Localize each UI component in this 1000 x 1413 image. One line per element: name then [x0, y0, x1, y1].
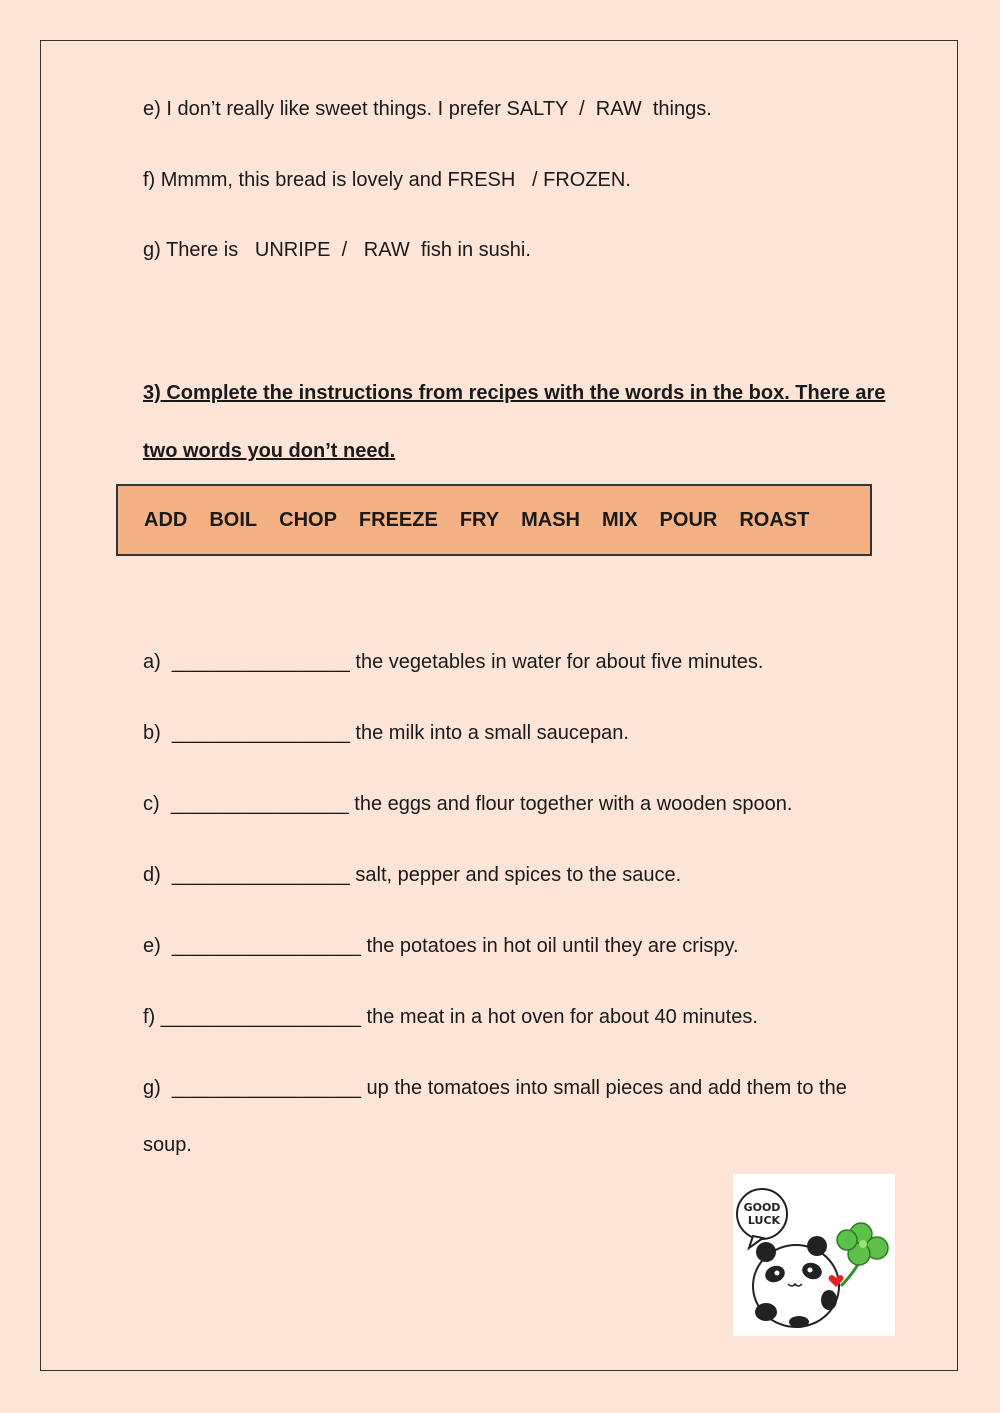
- word-fry: FRY: [459, 508, 500, 531]
- exercise3-item-g-continued: soup.: [143, 1134, 192, 1156]
- exercise3-item-b: b) ________________ the milk into a small saucepan.: [143, 722, 629, 744]
- exercise3-item-f: f) __________________ the meat in a hot oven for about 40 minutes.: [143, 1006, 758, 1028]
- word-chop: CHOP: [279, 508, 337, 531]
- exercise3-item-e: e) _________________ the potatoes in hot oil until they are crispy.: [143, 935, 739, 957]
- exercise2-item-g: g) There is UNRIPE / RAW fish in sushi.: [143, 239, 531, 261]
- word-mix: MIX: [601, 508, 638, 531]
- sticker-text-luck: LUCK: [747, 1214, 781, 1227]
- exercise3-item-g: g) _________________ up the tomatoes into small pieces and add them to the: [143, 1077, 847, 1099]
- word-freeze: FREEZE: [358, 508, 438, 531]
- exercise2-item-e: e) I don’t really like sweet things. I prefer SALTY / RAW things.: [143, 98, 712, 120]
- exercise3-heading: 3) Complete the instructions from recipes with the words in the box. There are two words you don’t need.: [143, 382, 886, 462]
- word-box: [116, 484, 872, 556]
- word-mash: MASH: [521, 508, 580, 531]
- word-roast: ROAST: [739, 508, 810, 531]
- good-luck-panda-sticker: [733, 1174, 895, 1336]
- sticker-text-good: GOOD: [743, 1201, 781, 1214]
- word-pour: POUR: [659, 508, 718, 531]
- panda-clover-icon: [733, 1174, 895, 1336]
- exercise2-item-f: f) Mmmm, this bread is lovely and FRESH / FROZEN.: [143, 169, 631, 191]
- exercise3-item-c: c) ________________ the eggs and flour together with a wooden spoon.: [143, 793, 793, 815]
- exercise3-item-a: a) ________________ the vegetables in water for about five minutes.: [143, 651, 764, 673]
- word-add: ADD: [144, 508, 188, 531]
- exercise3-item-d: d) ________________ salt, pepper and spices to the sauce.: [143, 864, 682, 886]
- word-boil: BOIL: [209, 508, 258, 531]
